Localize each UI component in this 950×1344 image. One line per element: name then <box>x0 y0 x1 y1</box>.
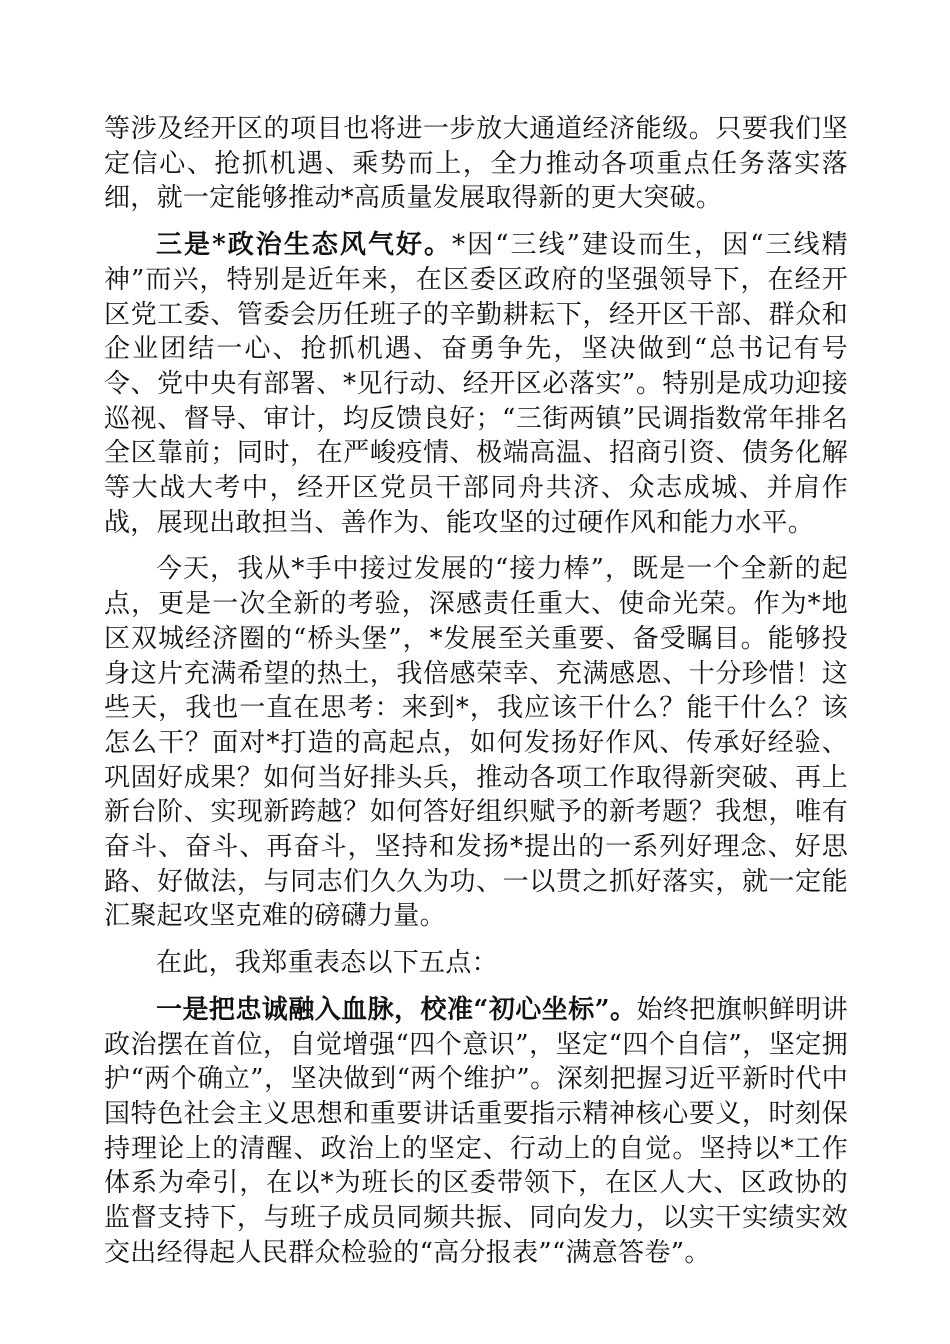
paragraph-heading: 一是把忠诚融入血脉，校准“初心坐标”。 <box>156 994 637 1025</box>
paragraph-text: 今天，我从*手中接过发展的“接力棒”，既是一个全新的起点，更是一次全新的考验，深感责任重大、使命光荣。作为*地区双城经济圈的“桥头堡”，*发展至关重要、备受瞩目。能够投身这片充满希望的热土，我倍感荣幸、充满感恩、十分珍惜！这些天，我也一直在思考：来到*，我应该干什么？能干什么？该怎么干？面对*打造的高起点，如何发扬好作风、传承好经验、巩固好成果？如何当好排头兵，推动各项工作取得新突破、再上新台阶、实现新跨越？如何答好组织赋予的新考题？我想，唯有奋斗、奋斗、再奋斗，坚持和发扬*提出的一系列好理念、好思路、好做法，与同志们久久为功、一以贯之抓好落实，就一定能汇聚起攻坚克难的磅礴力量。 <box>104 554 848 932</box>
paragraph-political-ecology <box>104 228 848 540</box>
paragraph-loyalty <box>104 993 848 1271</box>
paragraph-five-points-intro <box>104 946 848 981</box>
paragraph-relay-baton <box>104 552 848 934</box>
paragraph-continuation <box>104 112 848 216</box>
paragraph-text: 在此，我郑重表态以下五点： <box>156 948 498 979</box>
paragraph-text: 等涉及经开区的项目也将进一步放大通道经济能级。只要我们坚定信心、抢抓机遇、乘势而上，全力推动各项重点任务落实落细，就一定能够推动*高质量发展取得新的更大突破。 <box>104 114 848 214</box>
paragraph-text: 始终把旗帜鲜明讲政治摆在首位，自觉增强“四个意识”，坚定“四个自信”，坚定拥护“两个确立”，坚决做到“两个维护”。深刻把握习近平新时代中国特色社会主义思想和重要讲话重要指示精神核心要义，时刻保持理论上的清醒、政治上的坚定、行动上的自觉。坚持以*工作体系为牵引，在以*为班长的区委带领下，在区人大、区政协的监督支持下，与班子成员同频共振、同向发力，以实干实绩实效交出经得起人民群众检验的“高分报表”“满意答卷”。 <box>104 994 848 1268</box>
paragraph-heading: 三是*政治生态风气好。 <box>156 230 453 261</box>
document-page <box>104 112 848 1283</box>
paragraph-text: *因“三线”建设而生，因“三线精神”而兴，特别是近年来，在区委区政府的坚强领导下，在经开区党工委、管委会历任班子的辛勤耕耘下，经开区干部、群众和企业团结一心、抢抓机遇、奋勇争先，坚决做到“总书记有号令、党中央有部署、*见行动、经开区必落实”。特别是成功迎接巡视、督导、审计，均反馈良好；“三街两镇”民调指数常年排名全区靠前；同时，在严峻疫情、极端高温、招商引资、债务化解等大战大考中，经开区党员干部同舟共济、众志成城、并肩作战，展现出敢担当、善作为、能攻坚的过硬作风和能力水平。 <box>104 230 848 538</box>
